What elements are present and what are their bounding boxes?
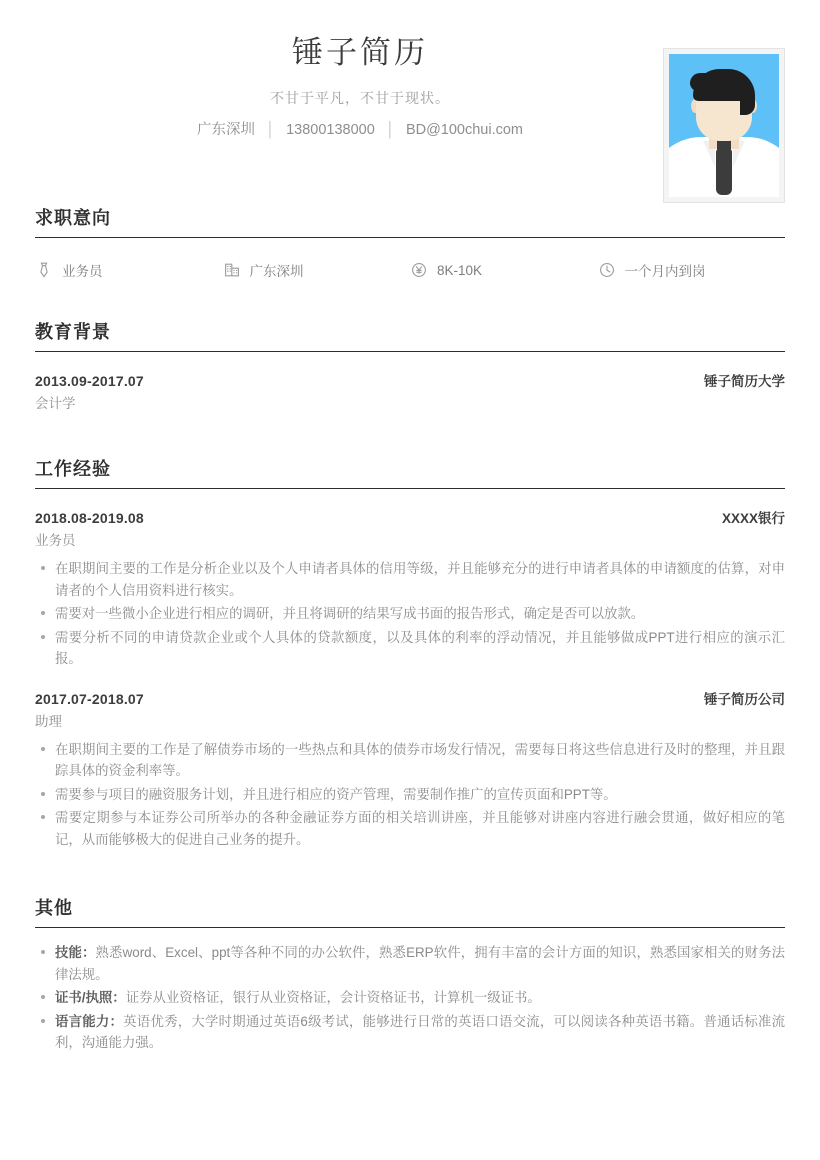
list-item	[35, 987, 785, 1009]
other-text: 证券从业资格证，银行从业资格证，会计资格证书，计算机一级证书。	[125, 990, 541, 1005]
education-entry	[35, 370, 785, 415]
resume-header	[35, 0, 785, 180]
education-entry-head	[35, 370, 785, 390]
page-title: 锤子简历	[292, 35, 428, 70]
tie-icon	[35, 261, 53, 279]
section-divider	[35, 927, 785, 928]
section-job-intention	[35, 206, 785, 280]
contact-separator: │	[266, 122, 276, 138]
clock-icon	[598, 261, 616, 279]
section-title-intention: 求职意向	[35, 208, 111, 228]
education-date: 2013.09-2017.07	[35, 373, 144, 389]
intent-item-salary	[410, 260, 598, 280]
avatar-illustration	[669, 54, 779, 197]
other-list	[35, 942, 785, 1054]
intent-value-salary: 8K-10K	[437, 262, 483, 278]
education-major: 会计学	[35, 396, 76, 411]
section-title-other: 其他	[35, 898, 73, 918]
section-other	[35, 896, 785, 1054]
yuan-icon	[410, 261, 428, 279]
work-entry-head	[35, 688, 785, 708]
intent-value-location: 广东深圳	[249, 264, 304, 279]
building-icon	[223, 261, 241, 279]
intent-value-availability: 一个月内到岗	[624, 264, 706, 279]
other-text: 英语优秀，大学时期通过英语6级考试，能够进行日常的英语口语交流，可以阅读各种英语书籍。普通话标准流利，沟通能力强。	[55, 1013, 785, 1050]
other-label: 语言能力：	[55, 1013, 124, 1029]
section-work-experience	[35, 457, 785, 850]
list-item: 需要定期参与本证券公司所举办的各种金融证券方面的相关培训讲座，并且能够对讲座内容进行融会贯通，做好相应的笔记，从而能够极大的促进自己业务的提升。	[35, 807, 785, 850]
list-item: 需要分析不同的申请贷款企业或个人具体的贷款额度，以及具体的利率的浮动情况，并且能够做成PPT进行相应的演示汇报。	[35, 627, 785, 670]
contact-line	[35, 117, 685, 143]
work-duty-list	[35, 558, 785, 670]
work-entry	[35, 688, 785, 851]
intent-value-position: 业务员	[62, 264, 103, 279]
avatar	[663, 48, 785, 203]
list-item: 在职期间主要的工作是分析企业以及个人申请者具体的信用等级，并且能够充分的进行申请者具体的申请额度的估算，对申请者的个人信用资料进行核实。	[35, 558, 785, 601]
resume-slogan: 不甘于平凡，不甘于现状。	[270, 90, 450, 106]
work-entry-head	[35, 507, 785, 527]
education-school: 锤子简历大学	[704, 374, 785, 389]
section-divider	[35, 237, 785, 238]
contact-location: 广东深圳	[196, 122, 255, 138]
section-divider	[35, 488, 785, 489]
contact-separator: │	[385, 122, 395, 138]
avatar-hair-sweep	[690, 73, 724, 91]
other-label: 技能：	[55, 945, 96, 960]
list-item	[35, 1011, 785, 1054]
section-title-education: 教育背景	[35, 322, 111, 342]
contact-phone: 13800138000	[286, 122, 375, 138]
contact-email: BD@100chui.com	[405, 122, 524, 138]
work-company: XXXX银行	[721, 511, 785, 526]
section-title-work: 工作经验	[35, 459, 111, 479]
work-date: 2017.07-2018.07	[35, 690, 144, 707]
work-duty-list	[35, 739, 785, 851]
section-education	[35, 320, 785, 415]
section-divider	[35, 351, 785, 352]
other-label: 证书/执照：	[55, 990, 126, 1005]
intent-item-position	[35, 260, 223, 280]
list-item: 在职期间主要的工作是了解债券市场的一些热点和具体的债券市场发行情况，需要每日将这些信息进行及时的整理，并且跟踪具体的资金利率等。	[35, 739, 785, 782]
list-item: 需要对一些微小企业进行相应的调研，并且将调研的结果写成书面的报告形式，确定是否可以放款。	[35, 603, 785, 625]
work-position: 业务员	[35, 533, 76, 548]
work-company: 锤子简历公司	[704, 691, 785, 707]
other-text: 熟悉word、Excel、ppt等各种不同的办公软件，熟悉ERP软件，拥有丰富的会计方面的知识，熟悉国家相关的财务法律法规。	[55, 945, 785, 982]
list-item	[35, 942, 785, 985]
work-position: 助理	[35, 713, 62, 729]
list-item: 需要参与项目的融资服务计划，并且进行相应的资产管理，需要制作推广的宣传页面和PPT等。	[35, 784, 785, 806]
work-entry	[35, 507, 785, 670]
intent-item-location	[223, 260, 411, 280]
work-date: 2018.08-2019.08	[35, 510, 144, 526]
intent-item-availability	[598, 260, 786, 280]
avatar-tie	[716, 149, 732, 195]
job-intention-row	[35, 260, 785, 280]
avatar-hair-side	[740, 89, 755, 115]
